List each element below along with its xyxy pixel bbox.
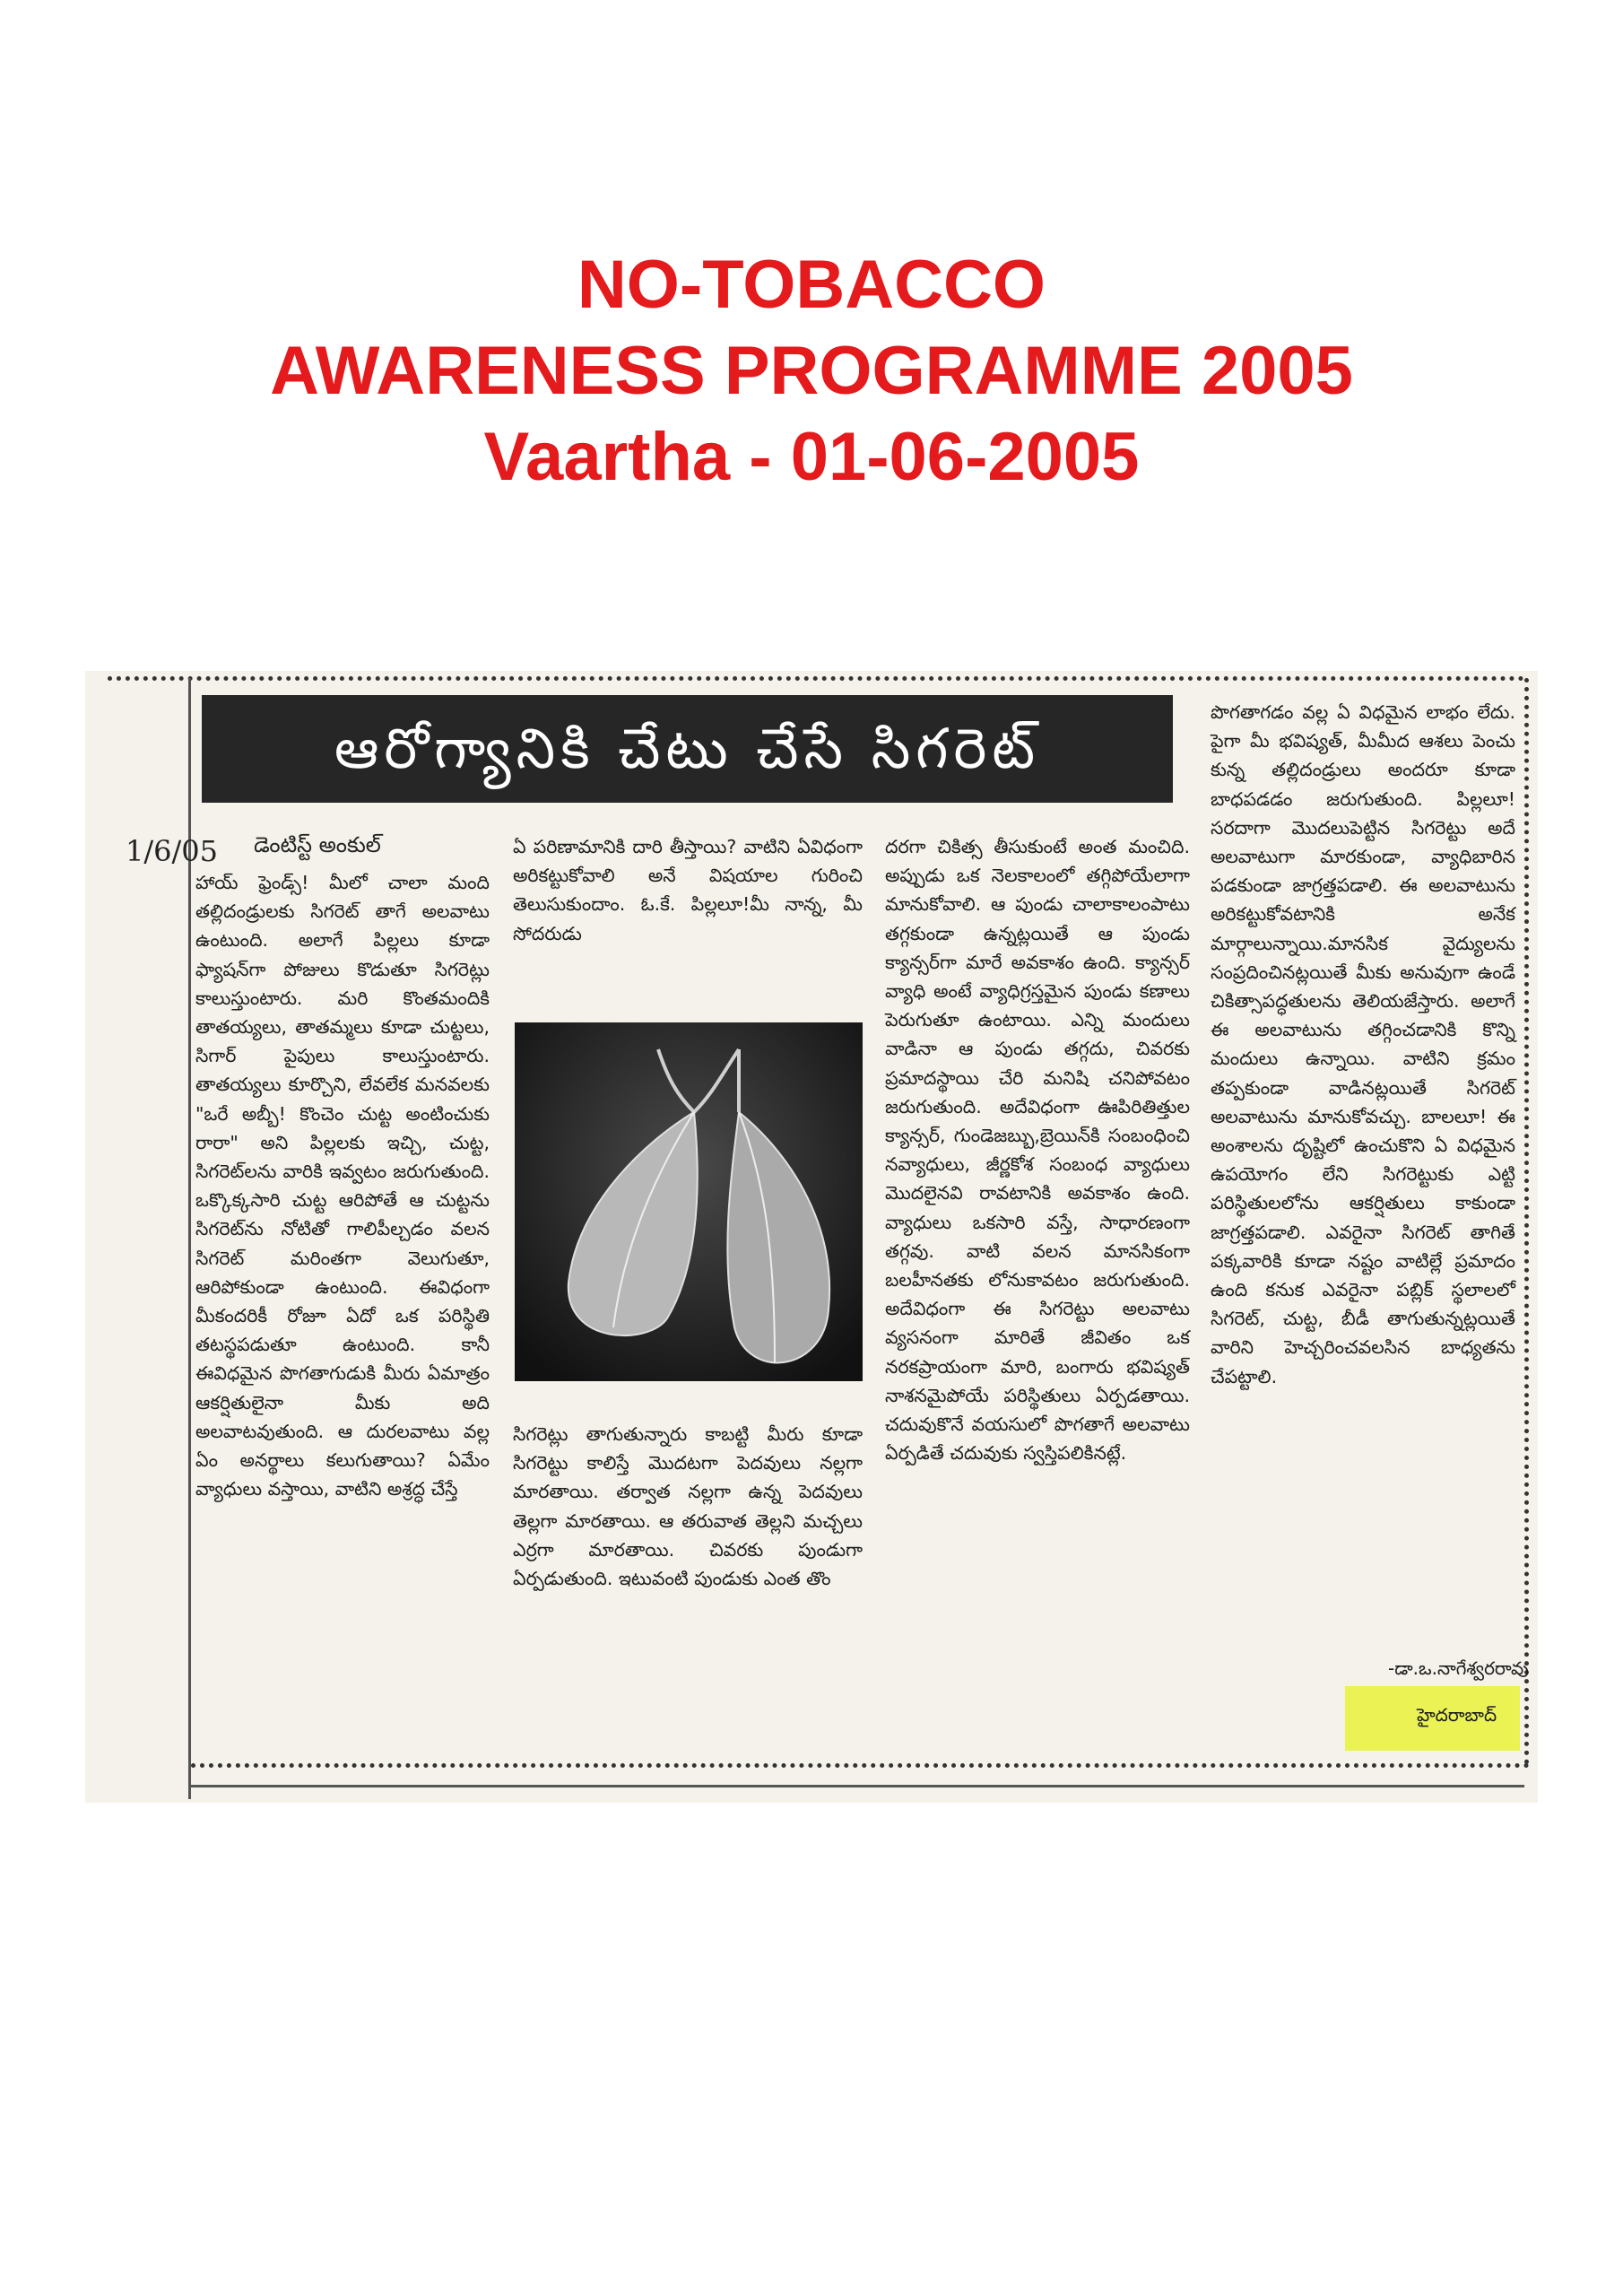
column-2-bottom-text: సిగరెట్లు తాగుతున్నారు కాబట్టి మీరు కూడా సిగరెట్టు కాలిస్తే మొదటగా పెదవులు నల్లగా మారతాయి. తర్వాత నల్లగా ఉన్న పెదవులు తెల్లగా మారతాయి. ఆ తరువాత తెల్లని మచ్చలు ఎర్రగా మారతాయి. చివరకు పుండుగా ఏర్పడుతుంది. ఇటువంటి పుండుకు ఎంత తొం	[513, 1423, 863, 1590]
column-3-text: దరగా చికిత్స తీసుకుంటే అంత మంచిది. అప్పుడు ఒక నెలకాలంలో తగ్గిపోయేలాగా మానుకోవాలి. ఆ పుండు చాలాకాలంపాటు తగ్గకుండా ఉన్నట్లయితే ఆ పుండు క్యాన్సర్‌గా మారే అవకాశం ఉంది. క్యాన్సర్ వ్యాధి అంటే వ్యాధిగ్రస్తమైన పుండు కణాలు పెరుగుతూ ఉంటాయి. ఎన్ని మందులు వాడినా ఆ పుండు తగ్గదు, చివరకు ప్రమాదస్థాయి చేరి మనిషి చనిపోవటం జరుగుతుంది. అదేవిధంగా ఊపిరితిత్తుల క్యాన్సర్, గుండెజబ్బు,బ్రెయిన్‌కి సంబంధించి నవ్యాధులు, జీర్ణకోశ సంబంధ వ్యాధులు మొదలైనవి రావటానికి అవకాశం ఉంది. వ్యాధులు ఒకసారి వస్తే, సాధారణంగా తగ్గవు. వాటి వలన మానసికంగా బలహీనతకు లోనుకావటం జరుగుతుంది. అదేవిధంగా ఈ సిగరెట్టు అలవాటు వ్యసనంగా మారితే జీవితం ఒక నరకప్రాయంగా మారి, బంగారు భవిష్యత్ నాశనమైపోయే పరిస్థితులు ఏర్పడతాయి. చదువుకొనే వయసులో పొగతాగే అలవాటు ఏర్పడితే చదువుకు స్వస్తిపలికినట్లే.	[885, 836, 1190, 1465]
column-2-top-text: ఏ పరిణామానికి దారి తీస్తాయి? వాటిని ఏవిధంగా అరికట్టుకోవాలి అనే విషయాల గురించి తెలుసుకుందాం. ఓ.కే. పిల్లలూ!మీ నాన్న, మీ సోదరుడు	[513, 836, 863, 944]
handwritten-date: 1/6/05	[126, 834, 218, 868]
column-4-text: పొగతాగడం వల్ల ఏ విధమైన లాభం లేదు. పైగా మీ భవిష్యత్, మీమీద ఆశలు పెంచు కున్న తల్లిదండ్రులు అందరూ కూడా బాధపడడం జరుగుతుంది. పిల్లలూ! సరదాగా మొదలుపెట్టిన సిగరెట్టు అదే అలవాటుగా మారకుండా, వ్యాధిబారిన పడకుండా జాగ్రత్తపడాలి. ఈ అలవాటును అరికట్టుకోవటానికి అనేక మార్గాలున్నాయి.మానసిక వైద్యులను సంప్రదించినట్లయితే మీకు అనువుగా ఉండే చికిత్సాపద్ధతులను తెలియజేస్తారు. అలాగే ఈ అలవాటును తగ్గించడానికి కొన్ని మందులు ఉన్నాయి. వాటిని క్రమం తప్పకుండా వాడినట్లయితే సిగరెట్ అలవాటును మానుకోవచ్చు. బాలలూ! ఈ అంశాలను దృష్టిలో ఉంచుకొని ఏ విధమైన ఉపయోగం లేని సిగరెట్టుకు ఎట్టి పరిస్థితులలోను ఆకర్షితులు కాకుండా జాగ్రత్తపడాలి. ఎవరైనా సిగరెట్ తాగితే పక్కవారికి కూడా నష్టం వాటిల్లే ప్రమాదం ఉంది కనుక ఎవరైనా పబ్లిక్ స్థలాలలో సిగరెట్, చుట్ట, బీడీ తాగుతున్నట్లయితే వారిని హెచ్చరించవలసిన బాధ్యతను చేపట్టాలి.	[1211, 701, 1515, 1387]
title-line-1: NO-TOBACCO	[577, 247, 1046, 323]
author-place: హైదరాబాద్	[1417, 1704, 1497, 1726]
title-line-3: Vaartha - 01-06-2005	[483, 419, 1140, 495]
dotted-border-top	[108, 676, 1524, 681]
article-column-3	[885, 832, 1190, 1467]
dotted-border-right	[1524, 678, 1529, 1765]
column-1-text: హాయ్ ఫ్రెండ్స్! మీలో చాలా మంది తల్లిదండ్రులకు సిగరెట్ తాగే అలవాటు ఉంటుంది. అలాగే పిల్లలు కూడా ఫ్యాషన్‌గా పోజులు కొడుతూ సిగరెట్లు కాలుస్తుంటారు. మరి కొంతమందికి తాతయ్యలు, తాతమ్మలు కూడా చుట్టలు, సిగార్ పైపులు కాలుస్తుంటారు. తాతయ్యలు కూర్చొని, లేవలేక మనవలకు "ఒరే అబ్బీ! కొంచెం చుట్ట అంటించుకు రారా" అని పిల్లలకు ఇచ్చి, చుట్ట, సిగరెట్‌లను వారికి ఇవ్వటం జరుగుతుంది. ఒక్కొక్కసారి చుట్ట ఆరిపోతే ఆ చుట్టను సిగరెట్‌ను నోటితో గాలిపీల్చడం వలన సిగరెట్ మరింతగా వెలుగుతూ, ఆరిపోకుండా ఉంటుంది. ఈవిధంగా మీకందరికీ రోజూ ఏదో ఒక పరిస్థితి తటస్థపడుతూ ఉంటుంది. కానీ ఈవిధమైన పొగతాగుడుకి మీరు ఏమాత్రం ఆకర్షితులైనా మీకు అది అలవాటవుతుంది. ఆ దురలవాటు వల్ల ఏం అనర్థాలు కలుగుతాయి? ఏమేం వ్యాధులు వస్తాయి, వాటిని అశ్రద్ధ చేస్తే	[195, 872, 490, 1500]
rule-bottom	[188, 1785, 1524, 1787]
article-column-2-top	[513, 832, 863, 948]
author-name: -డా.ఒ.నాగేశ్వరరావు	[1388, 1657, 1530, 1679]
article-headline: ఆరోగ్యానికి చేటు చేసే సిగరెట్	[202, 695, 1173, 803]
article-column-2-bottom	[513, 1420, 863, 1593]
leaf-image	[515, 1022, 863, 1381]
leaves-photo	[515, 1022, 863, 1381]
dotted-border-bottom	[191, 1763, 1530, 1768]
article-byline: డెంటిస్ట్ అంకుల్	[254, 832, 381, 857]
title-line-2: AWARENESS PROGRAMME 2005	[270, 333, 1353, 409]
page-title	[0, 242, 1623, 500]
article-column-1	[195, 868, 490, 1503]
article-column-4	[1211, 698, 1515, 1391]
